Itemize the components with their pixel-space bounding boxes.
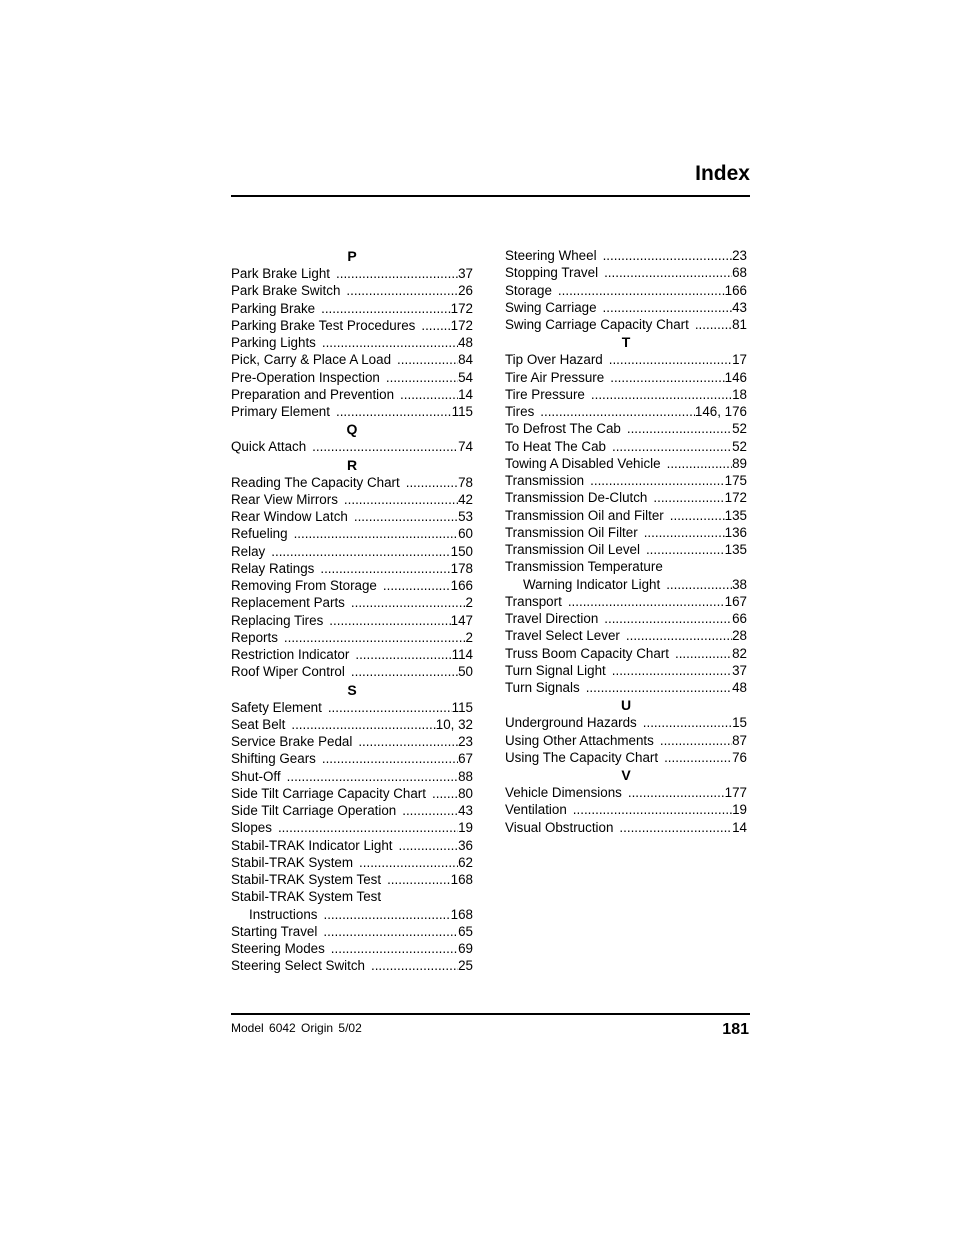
index-page-ref: 168 — [450, 906, 473, 922]
index-page-ref: 80 — [458, 785, 473, 801]
index-page-ref: 68 — [732, 265, 747, 281]
index-page-ref: 175 — [724, 473, 747, 488]
index-page-ref: 81 — [732, 317, 747, 332]
index-term: Visual Obstruction — [505, 819, 614, 835]
index-page-ref: 76 — [732, 749, 747, 765]
dot-leader — [643, 714, 732, 731]
index-entry — [505, 438, 747, 455]
index-page-ref: 62 — [458, 854, 473, 870]
index-term: Stabil-TRAK Indicator Light — [231, 837, 393, 853]
index-entry — [505, 299, 747, 316]
index-term: Turn Signals — [505, 680, 580, 695]
index-entry — [505, 679, 747, 696]
index-page-ref: 19 — [732, 802, 747, 818]
index-page-ref: 14 — [458, 386, 473, 402]
index-entry — [505, 732, 747, 749]
index-term: Transmission Oil Filter — [505, 524, 638, 540]
dot-leader — [323, 923, 458, 940]
index-term: Side Tilt Carriage Operation — [231, 803, 397, 818]
dot-leader — [540, 403, 695, 420]
dot-leader — [322, 334, 458, 351]
index-letter-heading: T — [621, 334, 631, 351]
index-entry — [505, 749, 747, 766]
index-term: Vehicle Dimensions — [505, 785, 622, 800]
index-entry — [505, 282, 747, 299]
index-entry — [505, 524, 747, 541]
dot-leader — [603, 247, 733, 264]
index-term: Primary Element — [231, 404, 330, 419]
index-entry — [231, 386, 473, 403]
dot-leader — [573, 801, 732, 818]
index-term: Rear Window Latch — [231, 509, 348, 524]
index-entry — [505, 714, 747, 731]
index-term: Steering Modes — [231, 941, 325, 956]
dot-leader — [358, 733, 458, 750]
page-title: Index — [695, 162, 750, 185]
dot-leader — [371, 957, 458, 974]
dot-leader — [406, 474, 458, 491]
index-entry — [231, 940, 473, 957]
index-entry — [231, 265, 473, 282]
dot-leader — [400, 386, 458, 403]
index-term: Transmission De-Clutch — [505, 490, 648, 506]
dot-leader — [612, 438, 732, 455]
index-entry — [505, 819, 747, 836]
dot-leader — [604, 610, 732, 627]
dot-leader — [626, 627, 732, 644]
index-term: Towing A Disabled Vehicle — [505, 455, 661, 471]
index-term: Storage — [505, 282, 552, 298]
index-letter-heading: Q — [346, 421, 358, 438]
index-term: Transmission Oil and Filter — [505, 507, 664, 523]
dot-leader — [322, 750, 458, 767]
index-term: Truss Boom Capacity Chart — [505, 645, 669, 661]
index-page-ref: 50 — [458, 664, 473, 680]
dot-leader — [609, 351, 732, 368]
dot-leader — [568, 593, 725, 610]
index-term: Safety Element — [231, 699, 322, 715]
index-term: Reports — [231, 629, 278, 645]
index-entry — [505, 593, 747, 610]
dot-leader — [346, 282, 458, 299]
index-term: Replacement Parts — [231, 595, 345, 611]
index-page-ref: 69 — [458, 941, 473, 956]
index-term: Using The Capacity Chart — [505, 749, 659, 765]
dot-leader — [644, 524, 725, 541]
index-page-ref: 36 — [458, 837, 473, 853]
dot-leader — [612, 662, 732, 679]
dot-leader — [397, 351, 458, 368]
dot-leader — [660, 732, 732, 749]
index-term: Seat Belt — [231, 716, 286, 732]
index-page-ref: 19 — [458, 820, 473, 836]
header-rule — [231, 195, 750, 197]
index-page-ref: 177 — [724, 785, 747, 800]
index-term: Shut-Off — [231, 768, 281, 784]
index-entry — [505, 386, 747, 403]
index-page-ref: 28 — [732, 628, 747, 644]
dot-leader — [336, 403, 452, 420]
index-page-ref: 23 — [732, 248, 747, 263]
index-page-ref: 178 — [450, 560, 473, 576]
index-page-ref: 53 — [458, 509, 473, 524]
index-entry — [231, 716, 473, 733]
index-term: Stabil-TRAK System Test — [231, 889, 382, 905]
index-entry — [505, 472, 747, 489]
index-page-ref: 43 — [458, 803, 473, 818]
index-term: Reading The Capacity Chart — [231, 474, 400, 490]
index-subentry — [505, 576, 747, 593]
index-entry — [505, 507, 747, 524]
index-entry — [231, 543, 473, 560]
index-entry — [231, 508, 473, 525]
index-term: Swing Carriage Capacity Chart — [505, 317, 689, 332]
index-term: Transmission Temperature — [505, 559, 663, 575]
index-term: Replacing Tires — [231, 612, 324, 628]
dot-leader — [320, 560, 450, 577]
index-page-ref: 168 — [450, 872, 473, 887]
index-entry-heading — [505, 558, 747, 575]
index-term: Tire Air Pressure — [505, 369, 605, 385]
index-page-ref: 17 — [732, 352, 747, 368]
index-page-ref: 2 — [465, 595, 473, 611]
index-page-ref: 172 — [450, 317, 473, 333]
dot-leader — [695, 316, 732, 333]
index-entry — [231, 300, 473, 317]
dot-leader — [323, 906, 450, 923]
index-page-ref: 66 — [732, 611, 747, 626]
index-term: Steering Wheel — [505, 248, 597, 263]
index-page-ref: 43 — [732, 299, 747, 315]
index-term: Park Brake Light — [231, 266, 330, 281]
dot-leader — [628, 784, 725, 801]
index-page-ref: 88 — [458, 768, 473, 784]
index-column-left — [231, 247, 473, 975]
dot-leader — [278, 819, 458, 836]
index-page-ref: 37 — [458, 266, 473, 281]
index-term: Stopping Travel — [505, 265, 599, 281]
index-term: Rear View Mirrors — [231, 491, 338, 507]
dot-leader — [610, 369, 724, 386]
dot-leader — [383, 577, 451, 594]
index-entry — [231, 369, 473, 386]
index-page-ref: 48 — [732, 680, 747, 695]
dot-leader — [667, 455, 733, 472]
index-term: Park Brake Switch — [231, 283, 341, 299]
dot-leader — [675, 645, 732, 662]
index-entry — [505, 610, 747, 627]
index-page-ref: 60 — [458, 526, 473, 542]
index-entry — [505, 784, 747, 801]
index-term: Side Tilt Carriage Capacity Chart — [231, 785, 426, 801]
index-term: Stabil-TRAK System Test — [231, 872, 382, 887]
index-entry — [231, 750, 473, 767]
index-page-ref: 15 — [732, 715, 747, 731]
dot-leader — [287, 768, 458, 785]
index-term: Ventilation — [505, 802, 567, 818]
index-page-ref: 48 — [458, 335, 473, 350]
index-entry — [231, 629, 473, 646]
index-page-ref: 146, 176 — [694, 404, 747, 419]
dot-leader — [586, 679, 732, 696]
index-page-ref: 84 — [458, 352, 473, 368]
index-entry — [231, 768, 473, 785]
index-term: Parking Lights — [231, 335, 316, 350]
index-page-ref: 115 — [451, 404, 473, 419]
index-page-ref: 26 — [458, 283, 473, 299]
index-page-ref: 135 — [724, 507, 747, 523]
index-term: Stabil-TRAK System — [231, 854, 354, 870]
index-entry — [231, 577, 473, 594]
index-page-ref: 65 — [458, 923, 473, 939]
index-term: Shifting Gears — [231, 751, 316, 767]
index-entry — [231, 491, 473, 508]
dot-leader — [670, 507, 725, 524]
index-entry — [231, 663, 473, 680]
index-page-ref: 10, 32 — [435, 716, 473, 732]
index-term: Transmission — [505, 473, 585, 488]
dot-leader — [619, 819, 732, 836]
index-term: To Heat The Cab — [505, 438, 606, 454]
dot-leader — [666, 576, 732, 593]
index-entry-heading — [231, 888, 473, 905]
index-page-ref: 18 — [732, 386, 747, 402]
index-entry — [505, 247, 747, 264]
index-entry — [231, 282, 473, 299]
index-entry — [505, 369, 747, 386]
dot-leader — [604, 264, 732, 281]
dot-leader — [328, 699, 452, 716]
index-page-ref: 25 — [458, 958, 473, 974]
index-entry — [231, 403, 473, 420]
dot-leader — [627, 420, 732, 437]
index-term: Parking Brake — [231, 300, 316, 316]
dot-leader — [312, 438, 458, 455]
index-entry — [505, 264, 747, 281]
index-entry — [505, 645, 747, 662]
index-term: Instructions — [249, 906, 318, 922]
index-term: Steering Select Switch — [231, 958, 365, 974]
index-entry — [231, 474, 473, 491]
index-term: Refueling — [231, 526, 288, 542]
index-entry — [231, 646, 473, 663]
index-term: To Defrost The Cab — [505, 421, 621, 437]
index-term: Pre-Operation Inspection — [231, 369, 380, 385]
index-entry — [231, 699, 473, 716]
index-entry — [231, 871, 473, 888]
dot-leader — [331, 940, 458, 957]
index-page-ref: 52 — [732, 421, 747, 437]
index-term: Quick Attach — [231, 439, 307, 455]
index-entry — [505, 403, 747, 420]
dot-leader — [351, 594, 466, 611]
dot-leader — [387, 871, 451, 888]
index-page-ref: 52 — [732, 438, 747, 454]
index-page-ref: 167 — [724, 593, 747, 609]
index-subentry — [231, 906, 473, 923]
dot-leader — [321, 300, 451, 317]
index-page-ref: 54 — [458, 369, 473, 385]
index-term: Pick, Carry & Place A Load — [231, 352, 392, 368]
index-entry — [231, 802, 473, 819]
index-page-ref: 147 — [450, 612, 473, 628]
index-entry — [231, 837, 473, 854]
index-term: Service Brake Pedal — [231, 734, 353, 749]
index-entry — [231, 351, 473, 368]
index-term: Starting Travel — [231, 923, 318, 939]
index-letter-heading: S — [347, 681, 357, 698]
index-letter-heading: R — [346, 456, 358, 473]
index-entry — [505, 801, 747, 818]
index-entry — [231, 560, 473, 577]
dot-leader — [284, 629, 466, 646]
index-term: Preparation and Prevention — [231, 386, 395, 402]
dot-leader — [355, 646, 451, 663]
index-term: Restriction Indicator — [231, 647, 350, 662]
index-page-ref: 166 — [450, 578, 473, 593]
index-term: Transmission Oil Level — [505, 542, 640, 557]
dot-leader — [354, 508, 458, 525]
index-entry — [231, 612, 473, 629]
dot-leader — [421, 317, 450, 334]
dot-leader — [399, 837, 459, 854]
dot-leader — [591, 386, 732, 403]
index-letter-heading: P — [347, 248, 357, 264]
index-term: Relay — [231, 543, 266, 559]
index-page-ref: 115 — [451, 699, 473, 715]
index-term: Underground Hazards — [505, 715, 637, 731]
index-page-ref: 2 — [465, 629, 473, 645]
dot-leader — [386, 369, 458, 386]
index-page-ref: 82 — [732, 645, 747, 661]
index-term: Turn Signal Light — [505, 662, 606, 678]
index-entry — [231, 819, 473, 836]
index-column-right — [505, 247, 747, 836]
index-page-ref: 146 — [724, 369, 747, 385]
index-letter-heading: V — [621, 767, 631, 783]
index-term: Tire Pressure — [505, 386, 585, 402]
dot-leader — [402, 802, 458, 819]
index-entry — [231, 923, 473, 940]
index-entry — [505, 351, 747, 368]
footer-model-info: Model 6042 Origin 5/02 — [231, 1021, 362, 1035]
index-term: Relay Ratings — [231, 560, 315, 576]
index-term: Transport — [505, 593, 562, 609]
index-page-ref: 14 — [732, 819, 747, 835]
dot-leader — [646, 541, 725, 558]
index-entry — [505, 316, 747, 333]
index-term: Parking Brake Test Procedures — [231, 317, 416, 333]
dot-leader — [558, 282, 725, 299]
index-term: Roof Wiper Control — [231, 664, 345, 680]
index-term: Using Other Attachments — [505, 732, 654, 748]
index-page-ref: 38 — [732, 576, 747, 592]
index-page-ref: 114 — [451, 647, 473, 662]
index-term: Slopes — [231, 820, 272, 836]
index-entry — [505, 541, 747, 558]
index-entry — [505, 489, 747, 506]
index-page-ref: 74 — [458, 439, 473, 455]
index-page-ref: 67 — [458, 751, 473, 767]
index-term: Warning Indicator Light — [523, 576, 661, 592]
index-page-ref: 78 — [458, 474, 473, 490]
dot-leader — [336, 265, 458, 282]
index-page-ref: 150 — [450, 543, 473, 559]
index-entry — [505, 627, 747, 644]
index-page-ref: 37 — [732, 662, 747, 678]
index-page-ref: 172 — [724, 490, 747, 506]
index-term: Swing Carriage — [505, 299, 597, 315]
dot-leader — [329, 612, 450, 629]
index-letter-heading: U — [620, 697, 632, 714]
dot-leader — [653, 489, 724, 506]
dot-leader — [603, 299, 733, 316]
index-entry — [505, 455, 747, 472]
index-page-ref: 42 — [458, 491, 473, 507]
dot-leader — [359, 854, 458, 871]
index-entry — [505, 662, 747, 679]
dot-leader — [271, 543, 450, 560]
index-entry — [231, 785, 473, 802]
index-term: Travel Direction — [505, 611, 599, 626]
dot-leader — [432, 785, 458, 802]
index-entry — [231, 334, 473, 351]
index-entry — [231, 957, 473, 974]
footer-rule — [231, 1013, 750, 1015]
index-entry — [231, 854, 473, 871]
dot-leader — [664, 749, 732, 766]
index-entry — [231, 733, 473, 750]
index-entry — [505, 420, 747, 437]
index-entry — [231, 594, 473, 611]
dot-leader — [590, 472, 725, 489]
index-term: Tip Over Hazard — [505, 352, 603, 368]
dot-leader — [291, 716, 435, 733]
index-term: Travel Select Lever — [505, 628, 620, 644]
index-page-ref: 136 — [724, 524, 747, 540]
dot-leader — [351, 663, 458, 680]
dot-leader — [344, 491, 458, 508]
index-page-ref: 135 — [724, 542, 747, 557]
index-page-ref: 89 — [732, 455, 747, 471]
index-page-ref: 172 — [450, 300, 473, 316]
index-entry — [231, 317, 473, 334]
index-page-ref: 166 — [724, 282, 747, 298]
index-term: Tires — [505, 404, 535, 419]
index-term: Removing From Storage — [231, 578, 377, 593]
index-page-ref: 87 — [732, 732, 747, 748]
index-entry — [231, 525, 473, 542]
page-number: 181 — [722, 1021, 749, 1038]
index-page-ref: 23 — [458, 734, 473, 749]
dot-leader — [294, 525, 459, 542]
index-entry — [231, 438, 473, 455]
